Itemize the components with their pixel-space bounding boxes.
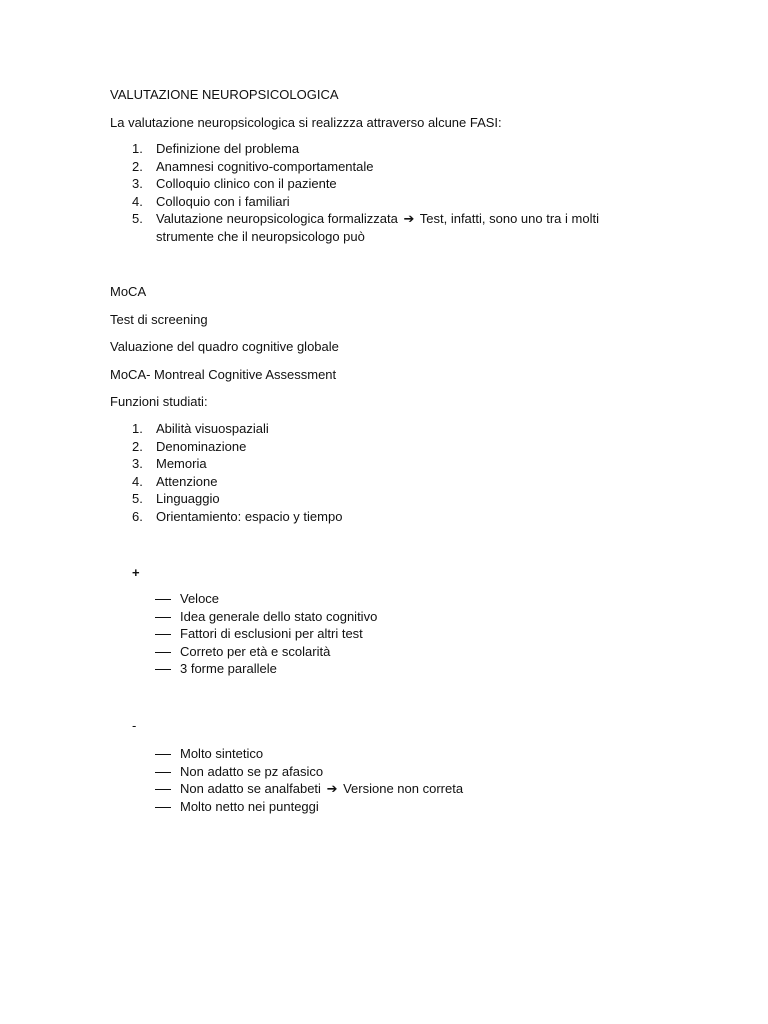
list-item: 3 forme parallele <box>155 660 377 678</box>
list-item-continuation: strumente che il neuropsicologo può <box>156 228 365 244</box>
moca-line-valuazione: Valuazione del quadro cognitive globale <box>110 339 339 354</box>
list-item: 1. Abilità visuospaziali <box>132 421 269 436</box>
funzioni-list <box>110 420 342 525</box>
intro-text: La valutazione neuropsicologica si realizzza attraverso alcune FASI: <box>110 115 502 130</box>
list-item: Idea generale dello stato cognitivo <box>155 608 377 626</box>
list-item: 2. Denominazione <box>132 438 247 454</box>
list-item: Non adatto se analfabeti ➔ Versione non correta <box>155 780 463 798</box>
list-item: Non adatto se pz afasico <box>155 763 463 781</box>
list-item: 5. Linguaggio <box>132 491 220 506</box>
list-item: Fattori di esclusioni per altri test <box>155 625 377 643</box>
dash-bullet-icon <box>155 772 171 773</box>
dash-bullet-icon <box>155 634 171 635</box>
dash-bullet-icon <box>155 599 171 600</box>
document-title: VALUTAZIONE NEUROPSICOLOGICA <box>110 87 339 102</box>
list-item: 4. Colloquio con i familiari <box>132 193 290 209</box>
list-item: 2. Anamnesi cognitivo-comportamentale <box>132 158 374 174</box>
dash-bullet-icon <box>155 807 171 808</box>
funzioni-heading: Funzioni studiati: <box>110 394 208 409</box>
pros-list <box>155 590 377 678</box>
dash-bullet-icon <box>155 754 171 755</box>
fasi-list <box>110 140 599 245</box>
moca-heading: MoCA <box>110 284 147 299</box>
list-item: 1. Definizione del problema <box>132 141 300 156</box>
list-item: 3. Colloquio clinico con il paziente <box>132 176 337 191</box>
moca-line-full-name: MoCA- Montreal Cognitive Assessment <box>110 367 337 382</box>
list-item: 5. Valutazione neuropsicologica formalizzata ➔ Test, infatti, sono uno tra i molti strumente che il neuropsicologo può <box>132 211 599 244</box>
pros-symbol: + <box>132 565 140 580</box>
list-item: Correto per età e scolarità <box>155 643 377 661</box>
list-item: Molto sintetico <box>155 745 463 763</box>
dash-bullet-icon <box>155 789 171 790</box>
arrow-right-icon: ➔ <box>326 781 338 796</box>
cons-symbol: - <box>132 718 137 733</box>
dash-bullet-icon <box>155 652 171 653</box>
dash-bullet-icon <box>155 617 171 618</box>
list-item: Molto netto nei punteggi <box>155 798 463 816</box>
list-item: Veloce <box>155 590 377 608</box>
list-item: 3. Memoria <box>132 456 207 471</box>
arrow-right-icon: ➔ <box>403 211 415 226</box>
dash-bullet-icon <box>155 669 171 670</box>
list-item: 4. Attenzione <box>132 473 218 489</box>
list-item: 6. Orientamiento: espacio y tiempo <box>132 508 343 524</box>
moca-line-screening: Test di screening <box>110 312 208 327</box>
cons-list <box>155 745 463 815</box>
